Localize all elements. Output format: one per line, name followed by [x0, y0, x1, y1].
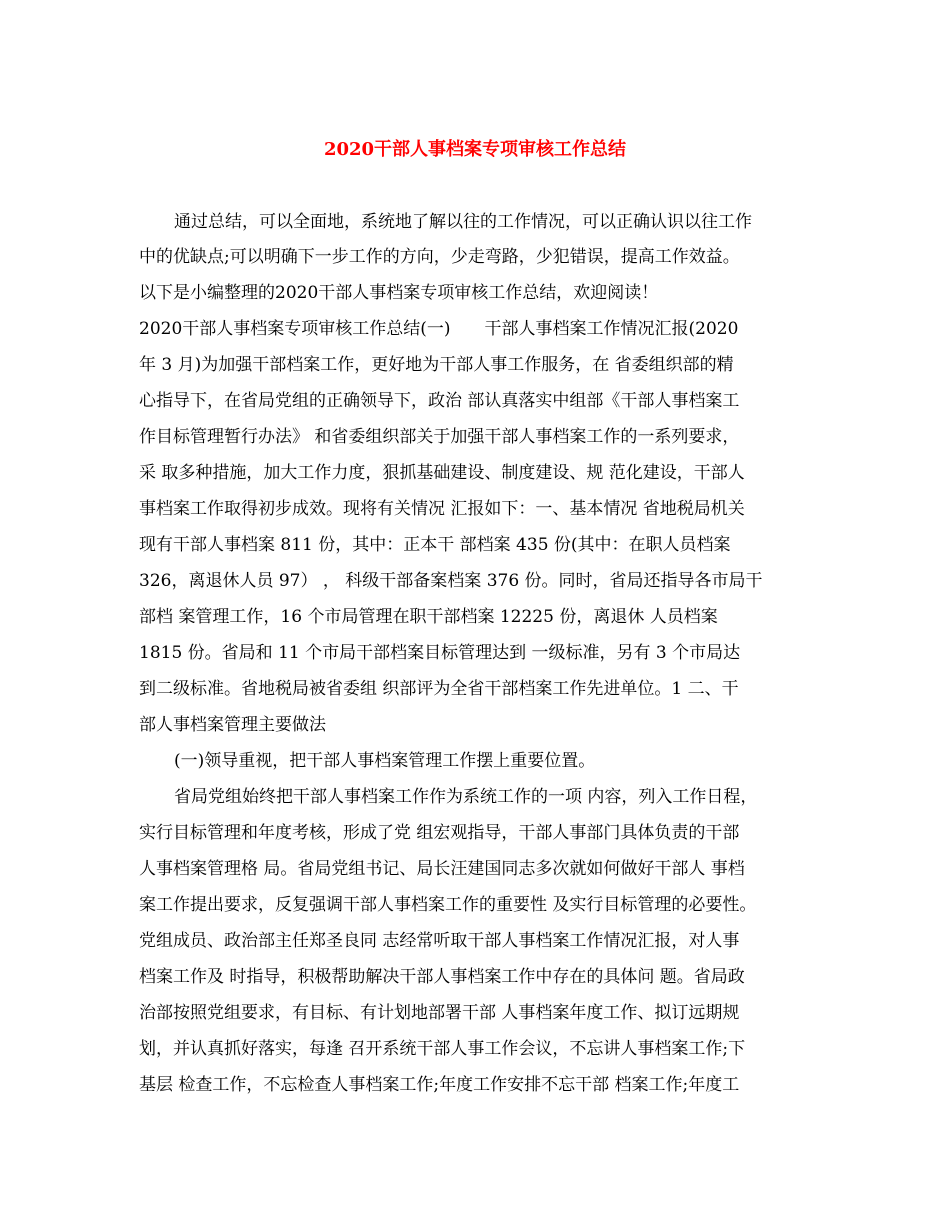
paragraph-line: 部人事档案管理主要做法	[139, 715, 326, 735]
paragraph-line: 实行目标管理和年度考核，形成了党 组宏观指导，干部人事部门具体负责的干部	[139, 823, 740, 843]
paragraph-line: 事档案工作取得初步成效。现将有关情况 汇报如下：一、基本情况 省地税局机关	[139, 499, 745, 519]
paragraph-line: 基层 检查工作，不忘检查人事档案工作;年度工作安排不忘干部 档案工作;年度工	[139, 1075, 740, 1095]
paragraph-line: 以下是小编整理的2020干部人事档案专项审核工作总结，欢迎阅读！	[139, 283, 659, 303]
paragraph-line: 心指导下，在省局党组的正确领导下，政治 部认真落实中组部《干部人事档案工	[139, 391, 740, 411]
paragraph-line: 档案工作及 时指导，积极帮助解决干部人事档案工作中存在的具体问 题。省局政	[139, 967, 745, 987]
paragraph-line: 作目标管理暂行办法》 和省委组织部关于加强干部人事档案工作的一系列要求，	[139, 427, 740, 447]
paragraph-line: 案工作提出要求，反复强调干部人事档案工作的重要性 及实行目标管理的必要性。	[139, 895, 757, 915]
paragraph-line: 326，离退休人员 97） ， 科级干部备案档案 376 份。同时，省局还指导各市局干	[139, 571, 763, 591]
paragraph-line: 1815 份。省局和 11 个市局干部档案目标管理达到 一级标准，另有 3 个市局达	[139, 643, 741, 663]
paragraph-line: 省局党组始终把干部人事档案工作作为系统工作的一项 内容，列入工作日程，	[174, 787, 758, 807]
section-heading: (一)领导重视，把干部人事档案管理工作摆上重要位置。	[174, 751, 596, 771]
paragraph-line: 2020干部人事档案专项审核工作总结(一) 干部人事档案工作情况汇报(2020	[139, 319, 739, 339]
paragraph-line: 年 3 月)为加强干部档案工作，更好地为干部人事工作服务，在 省委组织部的精	[139, 355, 734, 375]
paragraph-line: 治部按照党组要求，有目标、有计划地部署干部 人事档案年度工作、拟订远期规	[139, 1003, 740, 1023]
paragraph-line: 中的优缺点;可以明确下一步工作的方向，少走弯路，少犯错误，提高工作效益。	[139, 247, 740, 267]
paragraph-line: 部档 案管理工作，16 个市局管理在职干部档案 12225 份，离退休 人员档案	[139, 607, 718, 627]
paragraph-line: 人事档案管理格 局。省局党组书记、局长汪建国同志多次就如何做好干部人 事档	[139, 859, 745, 879]
paragraph-line: 采 取多种措施，加大工作力度，狠抓基础建设、制度建设、规 范化建设，干部人	[139, 463, 745, 483]
paragraph-line: 通过总结，可以全面地，系统地了解以往的工作情况，可以正确认识以往工作	[174, 212, 752, 232]
paragraph-line: 到二级标准。省地税局被省委组 织部评为全省干部档案工作先进单位。1 二、干	[139, 679, 739, 699]
paragraph-line: 党组成员、政治部主任郑圣良同 志经常听取干部人事档案工作情况汇报，对人事	[139, 931, 740, 951]
paragraph-line: 划，并认真抓好落实，每逢 召开系统干部人事工作会议，不忘讲人事档案工作;下	[139, 1039, 746, 1059]
paragraph-line: 现有干部人事档案 811 份，其中：正本干 部档案 435 份(其中：在职人员档案	[139, 535, 731, 555]
document-title: 2020干部人事档案专项审核工作总结	[323, 139, 627, 160]
